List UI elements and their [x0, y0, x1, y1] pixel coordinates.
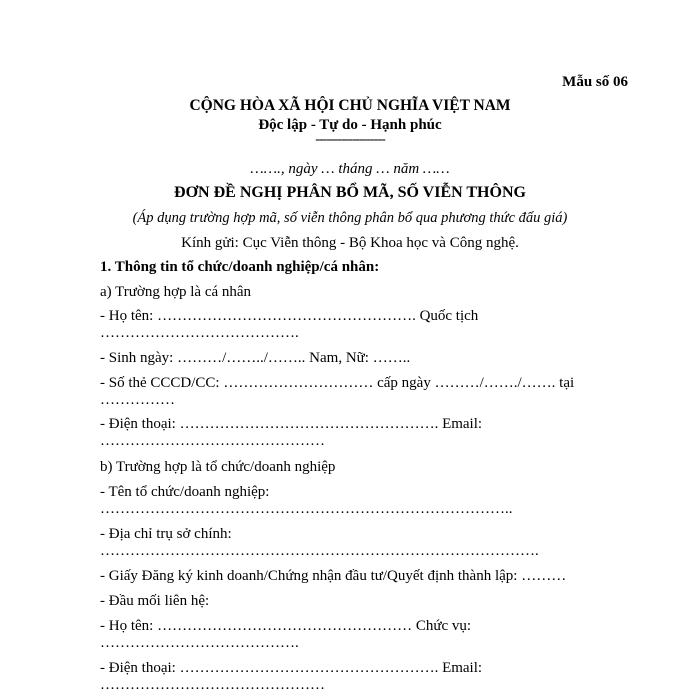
form-code: Mẫu số 06 [562, 74, 628, 90]
contact-name-line: - Họ tên: …………………………………………… Chức vụ: [100, 618, 472, 634]
organization-heading: b) Trường hợp là tổ chức/doanh nghiệp [100, 459, 336, 475]
individual-name-line: - Họ tên: ……………………………………………. Quốc tịch [100, 308, 479, 324]
individual-id-cont: …………… [100, 392, 175, 408]
contact-phone-line: - Điện thoại: ……………………………………………. Email: [100, 660, 483, 676]
individual-id-line: - Số thẻ CCCD/CC: ………………………… cấp ngày ………/……./……. tại [100, 375, 575, 391]
individual-birth-line: - Sinh ngày: ………/……../…….. Nam, Nữ: …….. [100, 350, 411, 366]
individual-phone-cont: ……………………………………… [100, 433, 325, 449]
form-subtitle: (Áp dụng trường hợp mã, số viễn thông phân bổ qua phương thức đấu giá) [132, 210, 568, 226]
org-address-label: - Địa chỉ trụ sở chính: [100, 526, 232, 542]
contact-label: - Đầu mối liên hệ: [100, 593, 210, 609]
org-address-cont: ……………………………………………………………………………. [100, 543, 539, 559]
org-license-line: - Giấy Đăng ký kinh doanh/Chứng nhận đầu tư/Quyết định thành lập: ……… [100, 568, 567, 584]
national-motto: Độc lập - Tự do - Hạnh phúc [258, 117, 442, 133]
individual-name-cont: …………………………………. [100, 325, 299, 341]
individual-heading: a) Trường hợp là cá nhân [100, 284, 252, 300]
org-name-label: - Tên tổ chức/doanh nghiệp: [100, 484, 270, 500]
contact-name-cont: …………………………………. [100, 635, 299, 651]
dateline: ……., ngày … tháng … năm …… [250, 161, 450, 177]
motto-divider: ------------------- [315, 132, 385, 147]
contact-phone-cont: ……………………………………… [100, 677, 325, 693]
org-name-cont: ……………………………………………………………………….. [100, 501, 513, 517]
individual-phone-line: - Điện thoại: ……………………………………………. Email: [100, 416, 483, 432]
form-title: ĐƠN ĐỀ NGHỊ PHÂN BỔ MÃ, SỐ VIỄN THÔNG [174, 184, 526, 201]
addressee: Kính gửi: Cục Viễn thông - Bộ Khoa học và Công nghệ. [181, 235, 519, 251]
national-title: CỘNG HÒA XÃ HỘI CHỦ NGHĨA VIỆT NAM [189, 97, 511, 114]
section-1-heading: 1. Thông tin tổ chức/doanh nghiệp/cá nhân: [100, 259, 380, 275]
